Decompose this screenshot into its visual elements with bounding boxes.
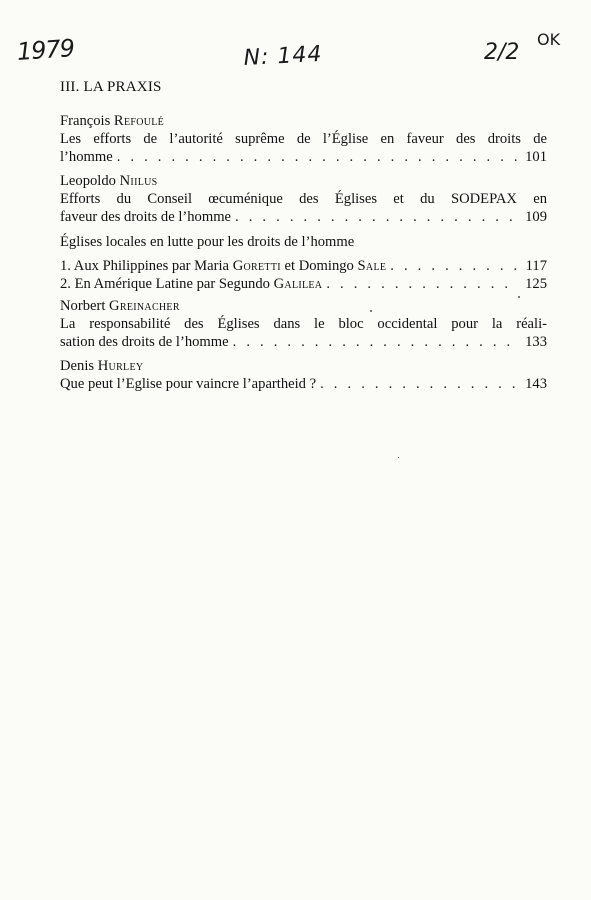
- author-name: [60, 112, 547, 130]
- page-number: 143: [525, 376, 547, 392]
- page-number: 109: [525, 209, 547, 225]
- entry-title-last-line: [60, 148, 547, 166]
- page-number: 133: [525, 334, 547, 350]
- subitem-text: [60, 257, 386, 275]
- author-last-name: Niilus: [119, 173, 158, 189]
- dot-leader: [117, 148, 517, 166]
- dot-leader: [233, 333, 517, 351]
- page-number: 125: [525, 276, 547, 292]
- author-last-name: Refoulé: [113, 113, 165, 129]
- page-number: 117: [525, 258, 547, 274]
- author-first-name: Denis: [60, 358, 95, 374]
- scan-speck: [370, 310, 372, 312]
- entry-title-line: sation des droits de l’homme: [60, 334, 229, 350]
- author-first-name: Leopoldo: [60, 173, 116, 189]
- scan-speck: [518, 296, 520, 298]
- author-first-name: François: [60, 113, 111, 129]
- handwritten-part: 2/2: [484, 40, 520, 65]
- entry-title-last-line: [60, 208, 547, 226]
- subitem-connector: et Domingo: [284, 258, 354, 274]
- toc-entry: [60, 357, 547, 393]
- toc-entry: [60, 112, 547, 166]
- entry-title-line: Les efforts de l’autorité suprême de l’Église en faveur des droits de: [60, 131, 547, 147]
- subitem-prefix: 2. En Amérique Latine par Segundo: [60, 276, 270, 292]
- handwritten-ok: OK: [537, 30, 561, 49]
- toc-subitem: [60, 257, 547, 275]
- toc-group: [60, 233, 547, 293]
- handwritten-year: 1979: [16, 34, 75, 66]
- entry-title-line: Efforts du Conseil œcuménique des Églises et du SODEPAX en: [60, 191, 547, 207]
- dot-leader: [390, 257, 517, 275]
- author-name: [60, 297, 547, 315]
- toc-subitem: [60, 275, 547, 293]
- handwritten-issue-number: N: 144: [243, 41, 324, 71]
- dot-leader: [320, 375, 517, 393]
- author-first-name: Norbert: [60, 298, 106, 314]
- subitem-text: [60, 275, 322, 293]
- entry-title-line: Que peut l’Eglise pour vaincre l’apartheid ?: [60, 376, 317, 392]
- author-name: [60, 172, 547, 190]
- subitem-author: Sale: [357, 258, 387, 274]
- page-number: 101: [525, 149, 547, 165]
- scan-speck: [398, 457, 399, 458]
- subitem-prefix: 1. Aux Philippines par Maria: [60, 258, 230, 274]
- entry-title-last-line: [60, 375, 547, 393]
- dot-leader: [235, 208, 517, 226]
- entry-title-line: faveur des droits de l’homme: [60, 209, 232, 225]
- entry-title-line: La responsabilité des Églises dans le bloc occidental pour la réali-: [60, 316, 547, 332]
- entry-title-line: l’homme: [60, 149, 113, 165]
- section-title: III. LA PRAXIS: [60, 79, 162, 95]
- toc-entry: [60, 172, 547, 226]
- entry-title-last-line: [60, 333, 547, 351]
- author-last-name: Greinacher: [109, 298, 180, 314]
- subitem-author: Galilea: [273, 276, 323, 292]
- author-last-name: Hurley: [97, 358, 144, 374]
- group-title: Églises locales en lutte pour les droits de l’homme: [60, 234, 355, 250]
- dot-leader: [326, 275, 517, 293]
- author-name: [60, 357, 547, 375]
- toc-entry: [60, 297, 547, 351]
- subitem-author: Goretti: [232, 258, 281, 274]
